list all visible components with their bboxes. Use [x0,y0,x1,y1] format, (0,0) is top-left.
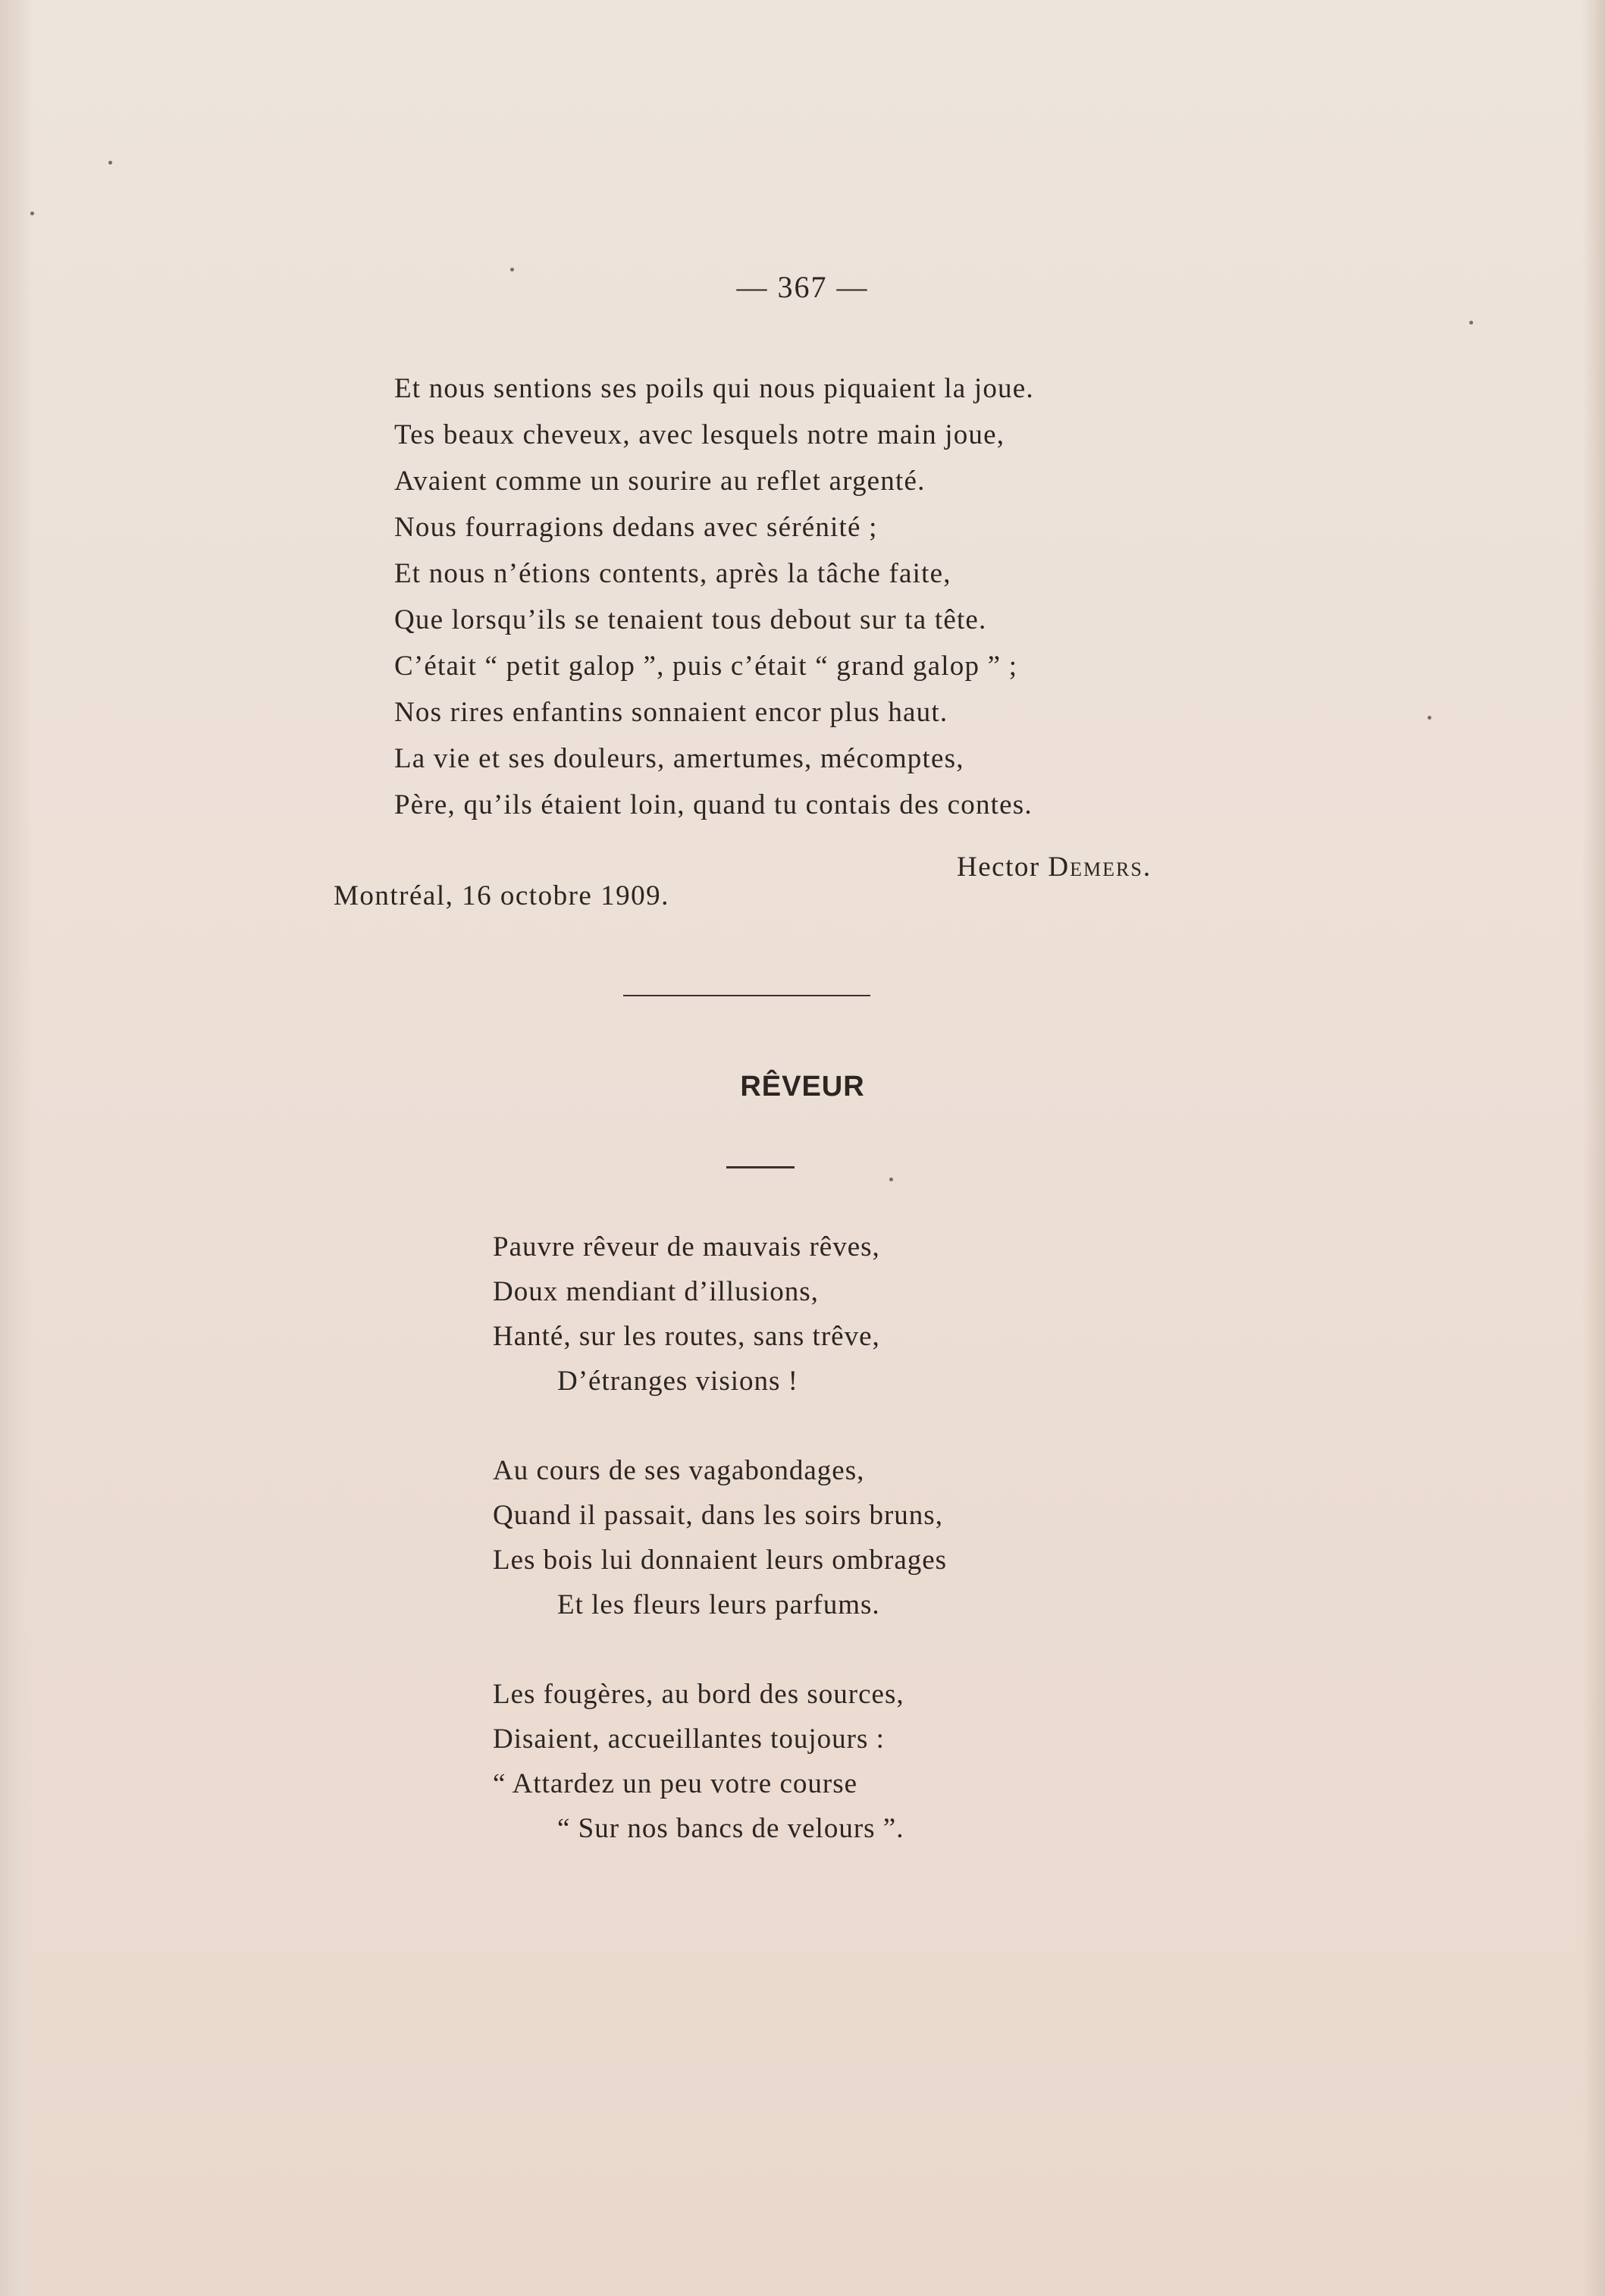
poem-line: Et les fleurs leurs parfums. [557,1589,880,1620]
title-underline [726,1166,795,1168]
section-divider [623,995,870,996]
poem-line: Les bois lui donnaient leurs ombrages [493,1545,948,1576]
poem-line: Hanté, sur les routes, sans trêve, [493,1321,880,1352]
poem-line: Tes beaux cheveux, avec lesquels notre main joue, [394,419,1005,450]
paper-speck [889,1178,893,1181]
author-first-name: Hector [957,852,1040,883]
page-edge-shadow [1582,0,1605,2296]
poem-stanza [493,1672,947,1851]
poem-line: Les fougères, au bord des sources, [493,1679,904,1710]
poem-line: Et nous sentions ses poils qui nous piquaient la joue. [394,373,1034,404]
poem-line: “ Attardez un peu votre course [493,1768,858,1799]
poem-line: Avaient comme un sourire au reflet argenté. [394,466,926,497]
poem-body [493,1225,947,1851]
poem-stanza [493,1448,947,1627]
poem-stanza [493,1225,947,1404]
poem-title: RÊVEUR [740,1071,865,1103]
poem-line: La vie et ses douleurs, amertumes, mécomptes, [394,743,964,774]
poem-line: Que lorsqu’ils se tenaient tous debout sur ta tête. [394,604,987,635]
poem-line: C’était “ petit galop ”, puis c’était “ grand galop ” ; [394,651,1018,682]
paper-speck [30,212,34,215]
poem-line: Quand il passait, dans les soirs bruns, [493,1500,943,1531]
poem-line: Doux mendiant d’illusions, [493,1276,819,1307]
page-number: — 367 — [736,270,869,304]
poem-line: Père, qu’ils étaient loin, quand tu contais des contes. [394,789,1033,820]
place-date: Montréal, 16 octobre 1909. [334,880,669,911]
poem-line: Et nous n’étions contents, après la tâche faite, [394,558,951,589]
paper-speck [108,161,112,165]
poem-stanza [394,365,1034,828]
poem-line: Pauvre rêveur de mauvais rêves, [493,1231,880,1262]
poem-line: Nous fourragions dedans avec sérénité ; [394,512,878,543]
author-last-name: Demers. [1048,852,1152,883]
poem-line: “ Sur nos bancs de velours ”. [557,1813,904,1844]
paper-speck [1428,716,1431,720]
poem-line: Au cours de ses vagabondages, [493,1455,865,1486]
poem-line: D’étranges visions ! [557,1366,798,1397]
author-signature [957,851,1152,883]
poem-line: Nos rires enfantins sonnaient encor plus haut. [394,697,948,728]
binding-spine [0,0,33,2296]
poem-line: Disaient, accueillantes toujours : [493,1724,885,1755]
paper-speck [510,268,514,271]
paper-speck [1469,321,1473,325]
